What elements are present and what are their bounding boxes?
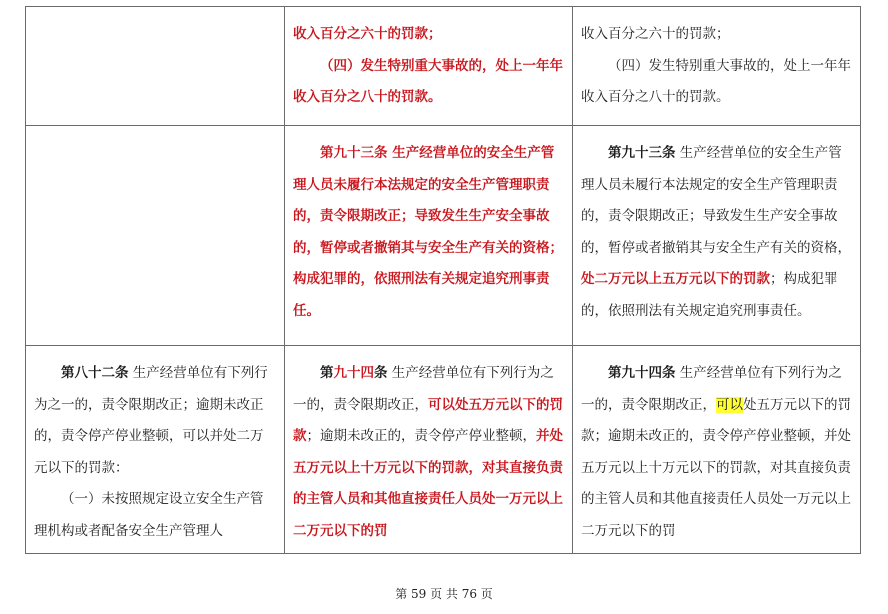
table-row (26, 346, 861, 554)
article-text: 生产经营单位有下列行为之一的，责令限期改正；逾期未改正的，责令停产停业整顿，可以并处二万元以下的罚款： (34, 365, 268, 476)
article-number-part: 九十四 (333, 365, 374, 381)
new-law-cell (573, 126, 861, 346)
table-row (26, 126, 861, 346)
article-paragraph (34, 358, 276, 484)
old-law-cell (26, 126, 285, 346)
highlighted-text: 可以 (716, 396, 743, 413)
article-number-part: 第 (320, 365, 334, 381)
list-item: （一）未按照规定设立安全生产管理机构或者配备安全生产管理人 (34, 491, 264, 539)
page-footer: 第 59 页 共 76 页 (395, 587, 493, 601)
law-comparison-table (25, 6, 861, 554)
article-text: 生产经营单位的安全生产管理人员未履行本法规定的安全生产管理职责的，责令限期改正；导致发生生产安全事故的，暂停或者撤销其与安全生产有关的资格；构成犯罪的，依照刑法有关规定追究刑事责任。 (293, 145, 563, 319)
article-number: 第八十二条 (61, 365, 129, 381)
article-text: ；逾期未改正的，责令停产停业整顿， (306, 428, 536, 444)
draft-cell (285, 126, 573, 346)
article-text: ；构成犯罪的，依照刑法有关规定追究刑事责任。 (581, 271, 838, 319)
paragraph: （四）发生特别重大事故的，处上一年年收入百分之八十的罚款。 (293, 57, 563, 105)
new-law-cell (573, 346, 861, 554)
draft-cell (285, 7, 573, 126)
article-text: 生产经营单位有下列行为之一的，责令限期改正， (293, 365, 554, 413)
article-text: 生产经营单位的安全生产管理人员未履行本法规定的安全生产管理职责的，责令限期改正；导致发生生产安全事故的，暂停或者撤销其与安全生产有关的资格， (581, 145, 851, 256)
article-number: 第九十四条 (608, 365, 676, 381)
table-row (26, 7, 861, 126)
article-number: 第九十三条 (608, 145, 676, 161)
draft-cell (285, 346, 573, 554)
article-text: 生产经营单位有下列行为之一的，责令限期改正， (581, 365, 842, 413)
old-law-cell (26, 346, 285, 554)
article-paragraph (293, 138, 564, 327)
article-number (320, 365, 388, 381)
amended-text: 并处五万元以上十万元以下的罚款，对其直接负责的主管人员和其他直接责任人员处一万元以上二万元以下的罚 (293, 428, 563, 539)
article-paragraph (581, 358, 852, 547)
old-law-cell (26, 7, 285, 126)
article-paragraph (293, 358, 564, 547)
paragraph: （四）发生特别重大事故的，处上一年年收入百分之八十的罚款。 (581, 57, 851, 105)
amended-text: 处二万元以上五万元以下的罚款 (581, 271, 770, 287)
paragraph: 收入百分之六十的罚款； (293, 26, 442, 42)
paragraph: 收入百分之六十的罚款； (581, 26, 730, 42)
new-law-cell (573, 7, 861, 126)
article-text: 处五万元以下的罚款；逾期未改正的，责令停产停业整顿，并处五万元以上十万元以下的罚款，对其直接负责的主管人员和其他直接责任人员处一万元以上二万元以下的罚 (581, 396, 851, 539)
amended-text: 可以处五万元以下的罚款 (293, 396, 563, 444)
article-number-part: 条 (374, 365, 388, 381)
article-number: 第九十三条 (320, 145, 388, 161)
article-paragraph (581, 138, 852, 327)
